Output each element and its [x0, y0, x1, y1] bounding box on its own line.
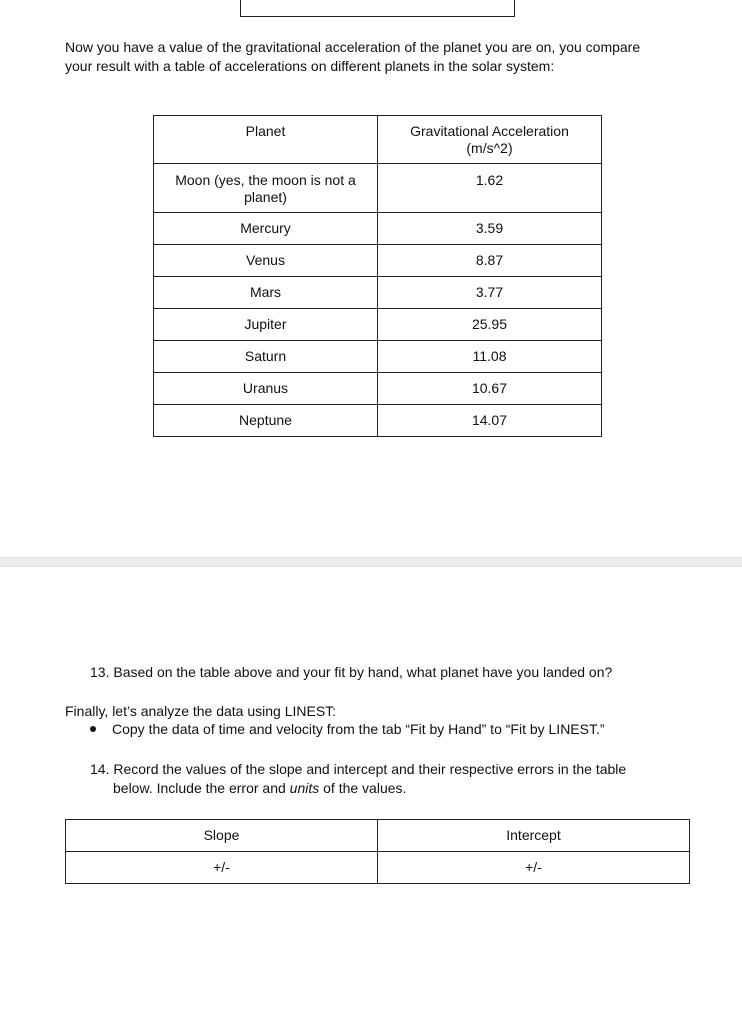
q14-line-2-b: of the values.	[319, 780, 407, 796]
bullet-text: Copy the data of time and velocity from the tab “Fit by Hand” to “Fit by LINEST.”	[112, 721, 605, 737]
table-row	[154, 245, 602, 277]
table-row	[154, 213, 602, 245]
table-row	[154, 164, 602, 213]
table-row	[154, 277, 602, 309]
answer-box[interactable]	[240, 0, 515, 17]
document-page-2	[0, 567, 742, 1032]
header-acceleration	[378, 116, 602, 164]
header-intercept: Intercept	[378, 820, 690, 852]
q14-line-1: 14. Record the values of the slope and intercept and their respective errors in the table	[90, 761, 627, 777]
table-row	[154, 309, 602, 341]
intro-line-2: your result with a table of accelerations on different planets in the solar system:	[65, 58, 555, 74]
intro-paragraph	[65, 38, 640, 76]
table-row	[154, 373, 602, 405]
value-cell: 10.67	[378, 373, 602, 405]
planet-acceleration-table	[153, 115, 602, 437]
header-slope: Slope	[66, 820, 378, 852]
planet-cell: Uranus	[154, 373, 378, 405]
table-header-row	[154, 116, 602, 164]
moon-line-2: planet)	[244, 189, 287, 205]
value-cell: 1.62	[378, 164, 602, 213]
page-break	[0, 557, 742, 567]
q14-line-2	[90, 780, 406, 796]
value-cell: 25.95	[378, 309, 602, 341]
planet-cell: Neptune	[154, 405, 378, 437]
question-13: 13. Based on the table above and your fit by hand, what planet have you landed on?	[90, 664, 613, 680]
q14-emphasis: units	[289, 780, 320, 796]
table-row	[66, 852, 690, 884]
q14-line-2-a: below. Include the error and	[113, 780, 290, 796]
value-cell: 8.87	[378, 245, 602, 277]
table-row	[154, 405, 602, 437]
planet-cell: Jupiter	[154, 309, 378, 341]
header-accel-line-1: Gravitational Acceleration	[410, 123, 569, 139]
bullet-item	[90, 720, 605, 739]
question-14	[90, 760, 626, 798]
planet-cell: Venus	[154, 245, 378, 277]
linest-results-table	[65, 819, 690, 884]
planet-cell: Saturn	[154, 341, 378, 373]
planet-cell	[154, 164, 378, 213]
value-cell: 3.77	[378, 277, 602, 309]
linest-intro: Finally, let’s analyze the data using LINEST:	[65, 703, 337, 719]
planet-cell: Mercury	[154, 213, 378, 245]
value-cell: 14.07	[378, 405, 602, 437]
intro-line-1: Now you have a value of the gravitational acceleration of the planet you are on, you compare	[65, 39, 641, 55]
table-row	[154, 341, 602, 373]
header-accel-line-2: (m/s^2)	[466, 140, 513, 156]
value-cell: 11.08	[378, 341, 602, 373]
header-planet: Planet	[154, 116, 378, 164]
bullet-icon	[90, 726, 96, 732]
slope-value-cell[interactable]: +/-	[66, 852, 378, 884]
intercept-value-cell[interactable]: +/-	[378, 852, 690, 884]
value-cell: 3.59	[378, 213, 602, 245]
table-header-row	[66, 820, 690, 852]
moon-line-1: Moon (yes, the moon is not a	[175, 172, 356, 188]
planet-cell: Mars	[154, 277, 378, 309]
